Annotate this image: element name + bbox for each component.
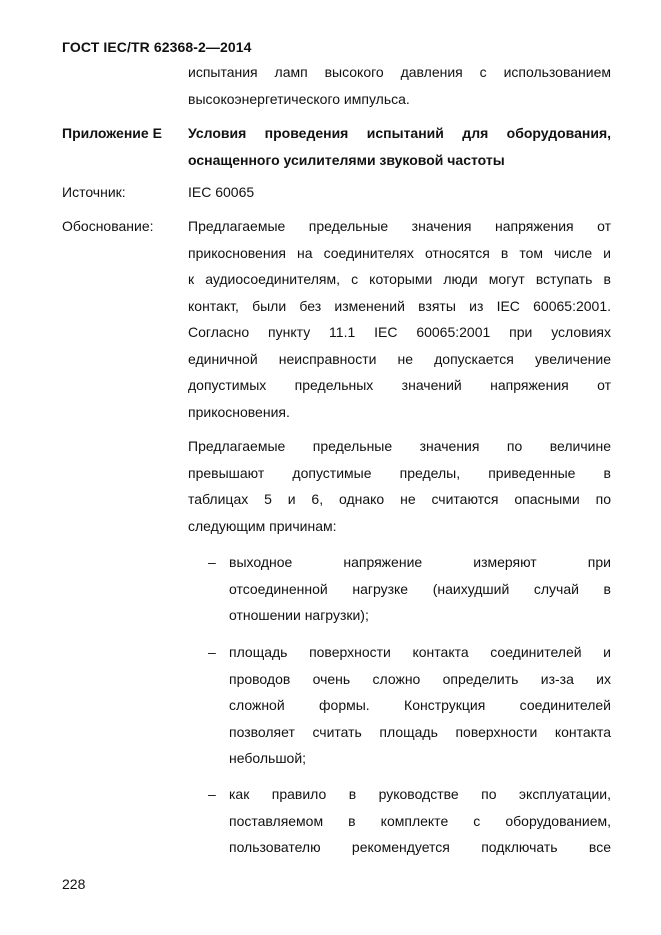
rationale-p1-line: допустимых предельных значений напряжения от	[188, 377, 611, 393]
bullet-item-3	[229, 781, 611, 861]
intro-paragraph	[188, 59, 611, 112]
bullet-1-line: выходное напряжение измеряют при	[229, 554, 611, 570]
bullet-item-1	[229, 549, 611, 629]
rationale-p1-line: единичной неисправности не допускается увеличение	[188, 350, 611, 367]
bullet-marker: –	[208, 786, 216, 802]
rationale-paragraph-1	[188, 213, 611, 425]
bullet-item-2	[229, 639, 611, 772]
page-number: 228	[62, 876, 86, 892]
annex-title-line-1: Условия проведения испытаний для оборудования,	[188, 125, 611, 141]
rationale-p1-line: Предлагаемые предельные значения напряжения от	[188, 218, 611, 234]
source-value: IEC 60065	[188, 184, 255, 200]
annex-label: Приложение Е	[62, 125, 162, 141]
rationale-p1-line: прикосновения.	[188, 403, 290, 420]
intro-line-2: высокоэнергетического импульса.	[188, 90, 410, 107]
bullet-2-line: сложной формы. Конструкция соединителей	[229, 697, 611, 713]
intro-line-1: испытания ламп высокого давления с использованием	[188, 64, 611, 80]
bullet-2-line: небольшой;	[229, 750, 307, 766]
source-label: Источник:	[62, 184, 126, 200]
rationale-p2-line: Предлагаемые предельные значения по величине	[188, 438, 611, 454]
rationale-p2-line: следующим причинам:	[188, 517, 337, 534]
rationale-p1-line: Согласно пункту 11.1 IEC 60065:2001 при условиях	[188, 324, 611, 340]
rationale-p1-line: контакт, были без изменений взяты из IEC 60065:2001.	[188, 297, 611, 314]
bullet-2-line: проводов очень сложно определить из-за их	[229, 670, 611, 687]
bullet-2-line: площадь поверхности контакта соединителей и	[229, 644, 611, 660]
bullet-1-line: отношении нагрузки);	[229, 607, 369, 623]
annex-title-line-2: оснащенного усилителями звуковой частоты	[188, 151, 505, 168]
rationale-label: Обоснование:	[62, 218, 154, 234]
bullet-marker: –	[208, 644, 216, 660]
rationale-p1-line: прикосновения на соединителях относятся в том числе и	[188, 244, 611, 261]
bullet-3-line: как правило в руководстве по эксплуатации,	[229, 786, 611, 802]
document-code-header: ГОСТ IEC/TR 62368-2—2014	[62, 39, 252, 55]
rationale-p2-line: таблицах 5 и 6, однако не считаются опасными по	[188, 491, 611, 507]
bullet-marker: –	[208, 554, 216, 570]
bullet-3-line: поставляемом в комплекте с оборудованием,	[229, 812, 611, 829]
rationale-paragraph-2	[188, 433, 611, 539]
annex-title	[188, 120, 611, 173]
rationale-p2-line: превышают допустимые пределы, приведенные в	[188, 464, 611, 481]
bullet-1-line: отсоединенной нагрузке (наихудший случай в	[229, 580, 611, 597]
rationale-p1-line: к аудиосоединителям, с которыми люди могут вступать в	[188, 271, 611, 287]
bullet-2-line: позволяет считать площадь поверхности контакта	[229, 723, 611, 740]
bullet-3-line: пользователю рекомендуется подключать все	[229, 839, 611, 855]
